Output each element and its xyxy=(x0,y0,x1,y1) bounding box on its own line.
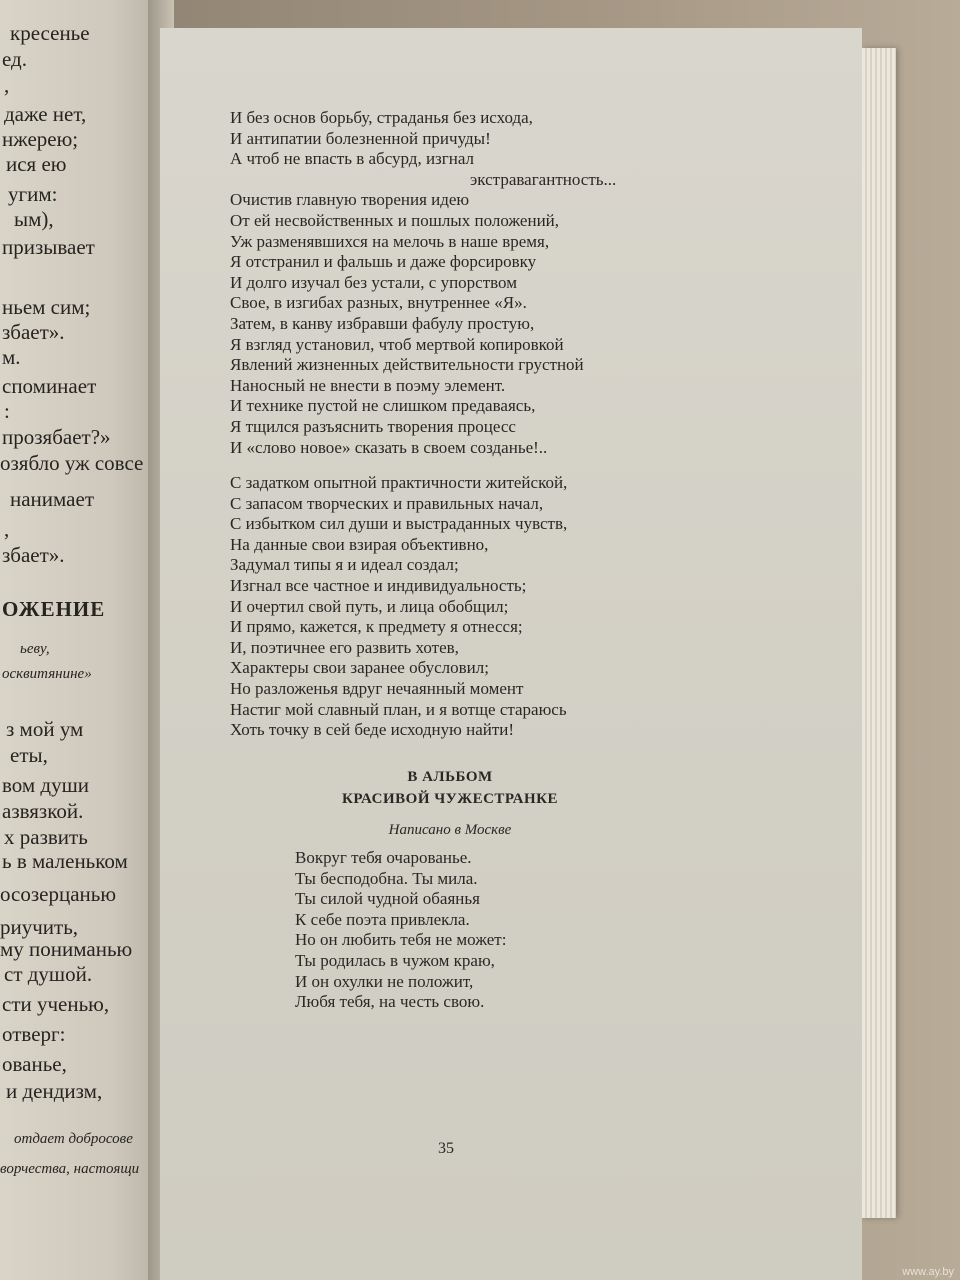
stanza-2 xyxy=(230,473,730,741)
poem-line: И прямо, кажется, к предмету я отнесся; xyxy=(230,617,523,637)
watermark: www.ay.by xyxy=(902,1266,954,1278)
left-page-line: азвязкой. xyxy=(2,799,84,823)
left-page-line: отдает добросове xyxy=(14,1131,133,1147)
left-page-line: и дендизм, xyxy=(6,1079,103,1103)
left-page-line: : xyxy=(4,399,10,423)
poem-title-line-1: В АЛЬБОМ xyxy=(407,769,493,785)
poem-2-text xyxy=(295,848,695,1013)
poem-line: С задатком опытной практичности житейской, xyxy=(230,473,568,493)
left-page-line: ися ею xyxy=(6,152,67,176)
poem-line: Явлений жизненных действительности грустной xyxy=(230,355,584,375)
poem-line: К себе поэта привлекла. xyxy=(295,909,470,929)
left-page-line: ОЖЕНИЕ xyxy=(2,597,106,621)
poem-line: Наносный не внести в поэму элемент. xyxy=(230,375,506,395)
poem-line: Но разложенья вдруг нечаянный момент xyxy=(230,679,524,699)
poem-line: И долго изучал без устали, с упорством xyxy=(230,272,517,292)
left-page-line: призывает xyxy=(2,235,95,259)
left-page-line: ьеву, xyxy=(20,641,50,657)
poem-line: С запасом творческих и правильных начал, xyxy=(230,493,544,513)
poem-line: Задумал типы я и идеал создал; xyxy=(230,555,459,575)
page-edges xyxy=(862,48,896,1218)
poem-title-line-2: КРАСИВОЙ ЧУЖЕСТРАНКЕ xyxy=(341,791,559,807)
poem-line: Я отстранил и фальшь и даже форсировку xyxy=(230,252,537,272)
left-page-line: ованье, xyxy=(2,1052,67,1076)
poem-line: Любя тебя, на честь свою. xyxy=(295,992,485,1012)
poem-line: От ей несвойственных и пошлых положений, xyxy=(230,210,560,230)
left-page-line: м. xyxy=(2,345,21,369)
poem-line: Ты родилась в чужом краю, xyxy=(295,950,495,970)
left-page-line: , xyxy=(4,73,10,97)
left-page-line: ед. xyxy=(2,47,27,71)
poem-line: Ты бесподобна. Ты мила. xyxy=(295,868,478,888)
left-page xyxy=(0,0,160,1280)
left-page-line: сти ученью, xyxy=(2,992,110,1016)
left-page-line: осквитянине» xyxy=(2,666,92,682)
poem-line: Настиг мой славный план, и я вотще стараюсь xyxy=(230,699,567,719)
poem-line: Свое, в изгибах разных, внутреннее «Я». xyxy=(230,293,527,313)
left-page-line: з мой ум xyxy=(6,717,84,741)
left-page-line: даже нет, xyxy=(4,102,87,126)
poem-line: экстравагантность... xyxy=(470,169,617,189)
poem-line: Характеры свои заранее обусловил; xyxy=(230,658,489,678)
poem-line: Вокруг тебя очарованье. xyxy=(295,848,472,867)
page-number: 35 xyxy=(438,1140,454,1157)
stanza-1 xyxy=(230,108,730,458)
stanza-gap xyxy=(230,458,730,473)
left-page-line: прозябает?» xyxy=(2,425,111,449)
left-page-line: нжерею; xyxy=(2,127,79,151)
poem-line: Изгнал все частное и индивидуальность; xyxy=(230,576,527,596)
poem-line: И антипатии болезненной причуды! xyxy=(230,128,491,148)
poem-line: И «слово новое» сказать в своем созданье!.. xyxy=(230,437,548,457)
poem-line: Ты силой чудной обаянья xyxy=(295,889,480,909)
left-page-line: риучить, xyxy=(0,915,79,939)
poem-line: Хоть точку в сей беде исходную найти! xyxy=(230,720,515,740)
left-page-line: му пониманью xyxy=(0,937,133,961)
poem-line: Я взгляд установил, чтоб мертвой копировкой xyxy=(230,334,564,354)
left-page-line: збает». xyxy=(2,543,65,567)
left-page-line: , xyxy=(4,517,10,541)
left-page-line: отверг: xyxy=(2,1022,66,1046)
poem-line: Но он любить тебя не может: xyxy=(295,930,507,950)
left-page-line: ь в маленьком xyxy=(2,849,128,873)
left-page-line: еты, xyxy=(10,743,48,767)
left-page-line: кресенье xyxy=(10,21,90,45)
poem-line: На данные свои взирая объективно, xyxy=(230,534,489,554)
left-page-line: х развить xyxy=(4,825,88,849)
poem-line: Уж разменявшихся на мелочь в наше время, xyxy=(230,231,550,251)
poem-line: И, поэтичнее его развить хотев, xyxy=(230,637,459,657)
left-page-line: ньем сим; xyxy=(2,295,91,319)
poem-line: Я тщился разъяснить творения процесс xyxy=(230,416,516,436)
left-page-line: вом души xyxy=(2,773,90,797)
poem-line: А чтоб не впасть в абсурд, изгнал xyxy=(230,149,475,169)
left-page-line: ворчества, настоящи xyxy=(0,1161,140,1177)
left-page-line: ст душой. xyxy=(4,962,93,986)
poem-line: Очистив главную творения идею xyxy=(230,190,470,210)
poem-line: И очертил свой путь, и лица обобщил; xyxy=(230,596,509,616)
poem-subtitle: Написано в Москве xyxy=(388,822,512,838)
poem-continuation xyxy=(230,108,730,741)
left-page-line: нанимает xyxy=(10,487,94,511)
left-page-line: збает». xyxy=(2,320,65,344)
left-page-line: ым), xyxy=(14,207,54,231)
poem-line: С избытком сил души и выстраданных чувств, xyxy=(230,514,568,534)
poem-line: И он охулки не положит, xyxy=(295,971,474,991)
right-page xyxy=(160,28,862,1280)
poem-line: И без основ борьбу, страданья без исхода, xyxy=(230,108,533,127)
left-page-line: осозерцанью xyxy=(0,882,117,906)
poem-line: И технике пустой не слишком предаваясь, xyxy=(230,396,536,416)
left-page-line: угим: xyxy=(8,182,58,206)
left-page-line: озябло уж совсе xyxy=(0,451,144,475)
left-page-line: споминает xyxy=(2,374,97,398)
poem-line: Затем, в канву избравши фабулу простую, xyxy=(230,313,535,333)
